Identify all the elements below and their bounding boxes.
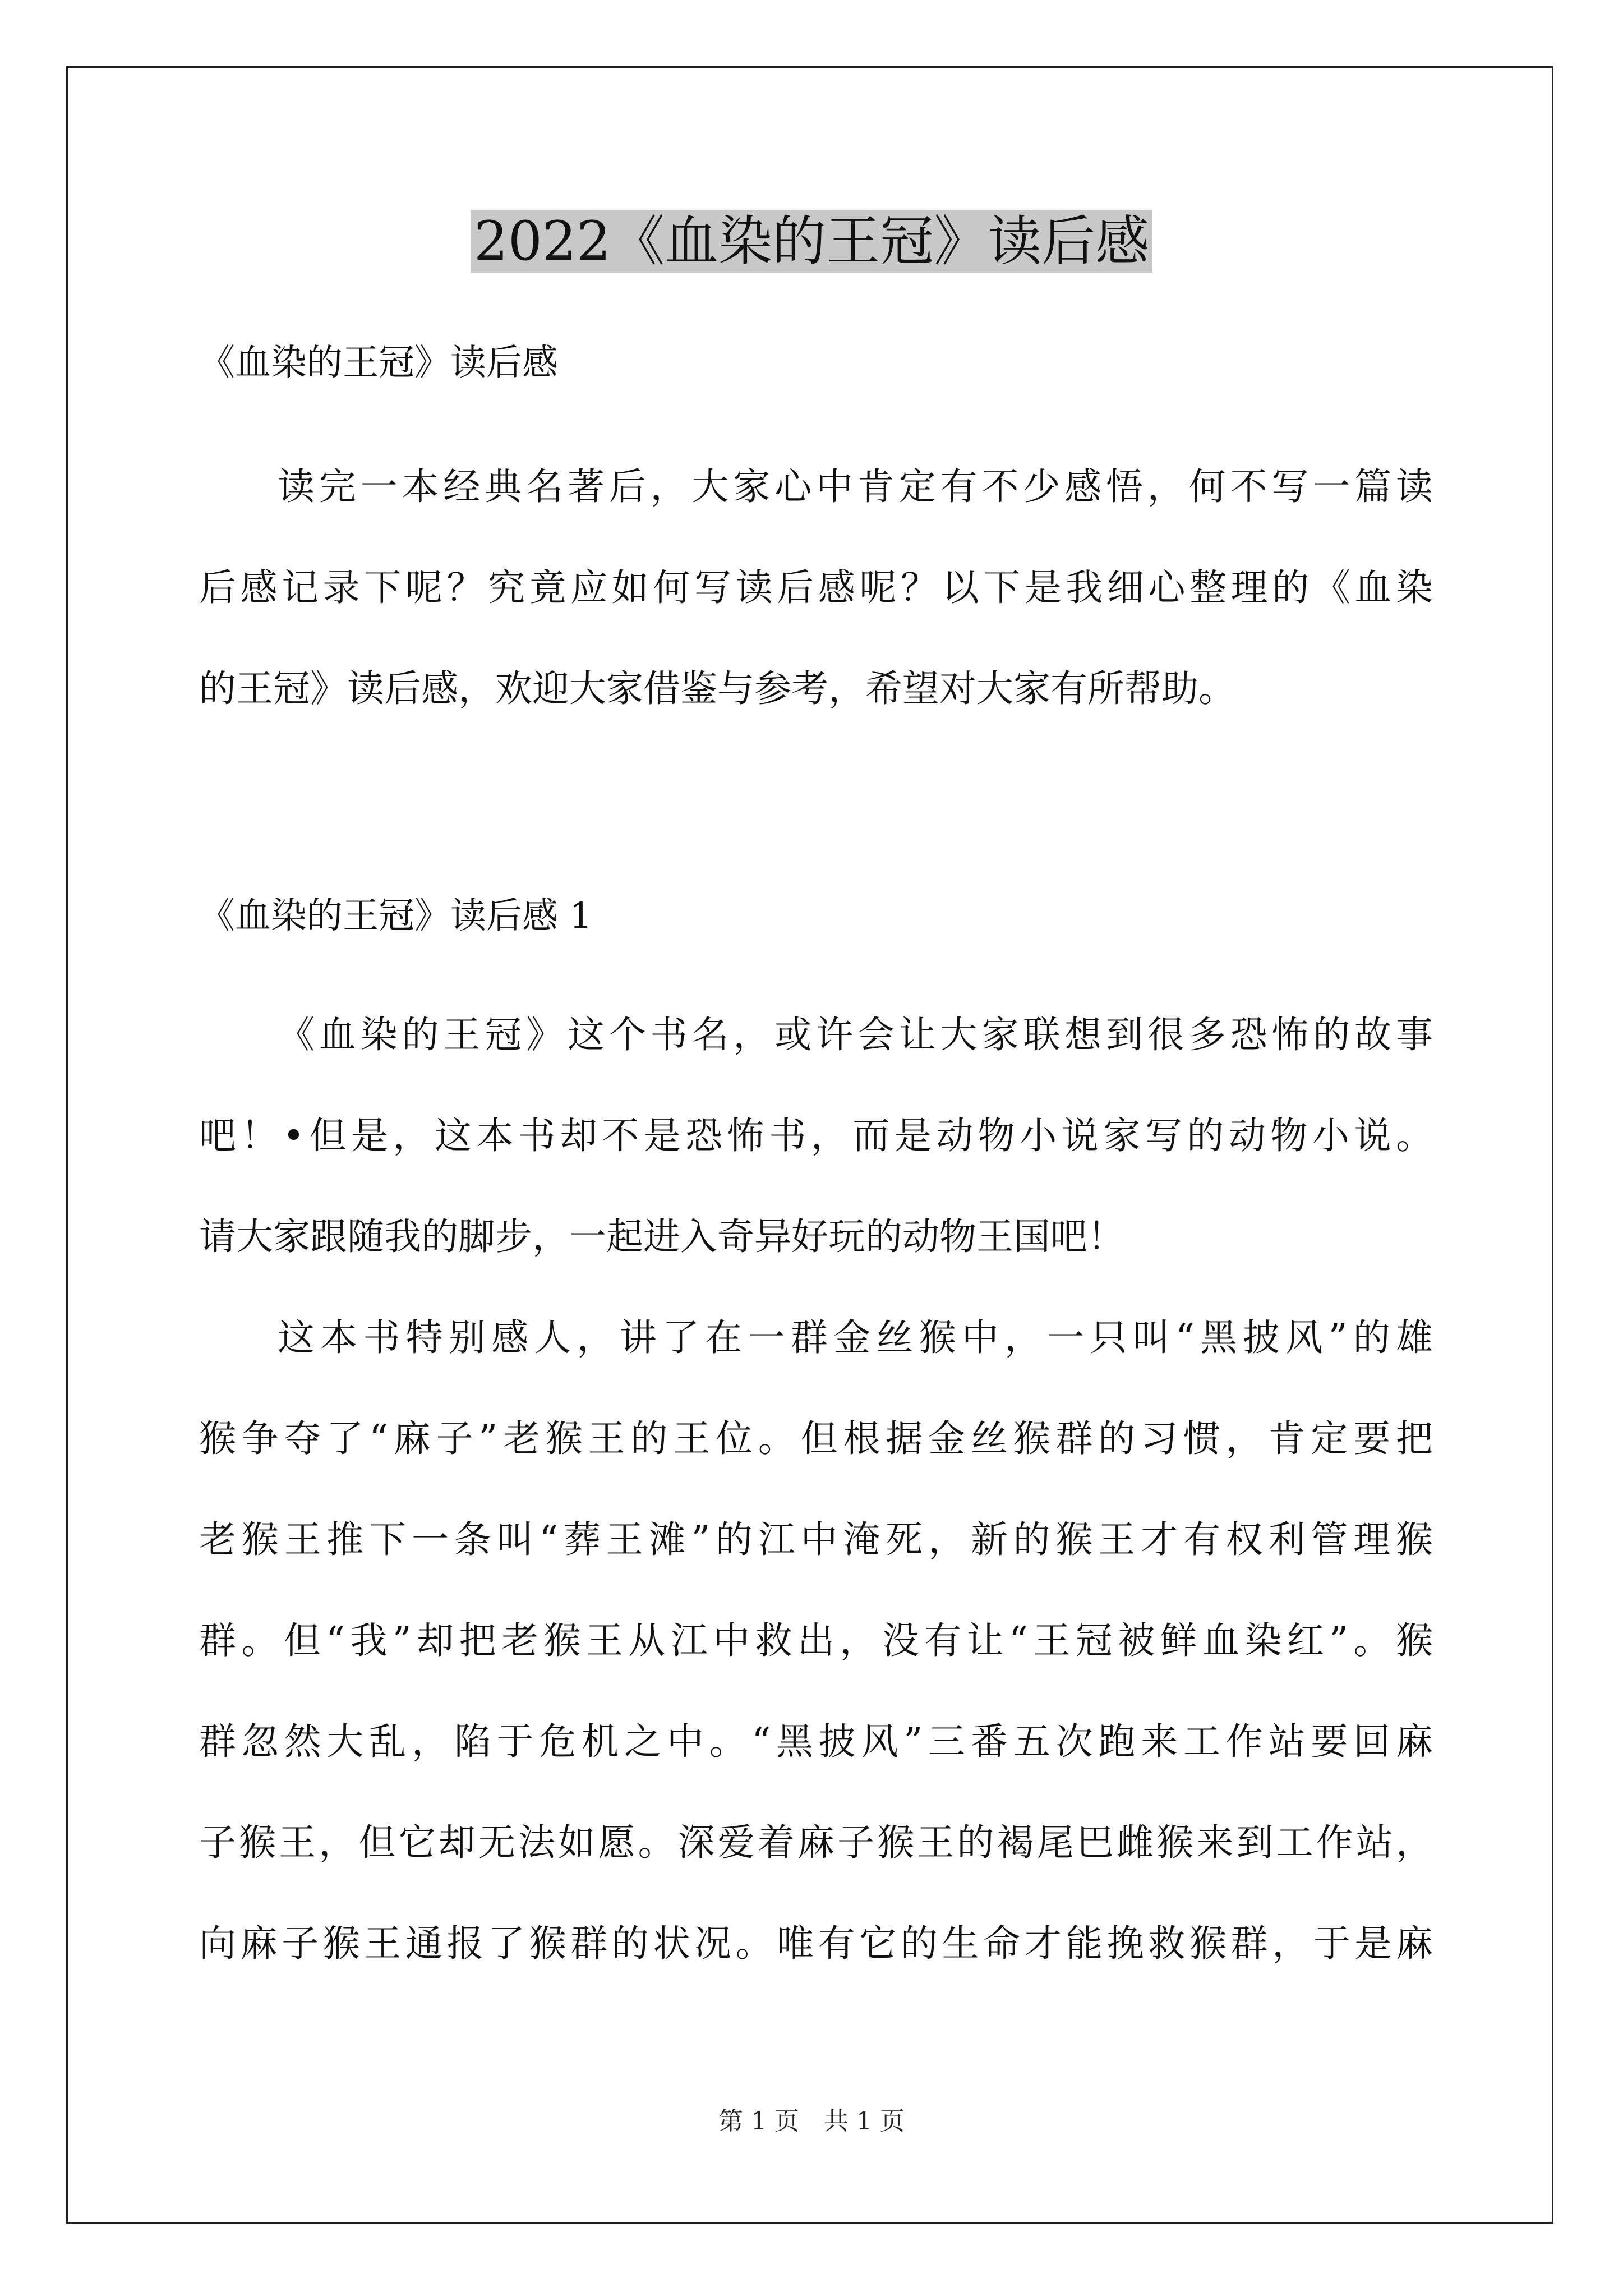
intro-paragraph — [199, 436, 1433, 739]
page-footer: 第 1 页 共 1 页 — [718, 2107, 905, 2136]
document-title — [0, 205, 1623, 278]
document-heading: 《血染的王冠》读后感 — [199, 342, 558, 384]
document-title-text: 2022《血染的王冠》读后感 — [471, 210, 1152, 273]
paragraph-line: 吧！•但是，这本书却不是恐怖书，而是动物小说家写的动物小说。 — [199, 1114, 1433, 1157]
section-heading: 《血染的王冠》读后感 1 — [199, 895, 593, 937]
paragraph-line: 《血染的王冠》这个书名，或许会让大家联想到很多恐怖的故事 — [278, 1013, 1433, 1056]
paragraph-line: 猴争夺了“麻子”老猴王的王位。但根据金丝猴群的习惯，肯定要把 — [199, 1417, 1433, 1460]
body-paragraph-2 — [199, 1287, 1433, 1994]
paragraph-line: 群。但“我”却把老猴王从江中救出，没有让“王冠被鲜血染红”。猴 — [199, 1619, 1433, 1662]
paragraph-line: 请大家跟随我的脚步，一起进入奇异好玩的动物王国吧！ — [199, 1215, 1124, 1258]
intro-line: 读完一本经典名著后，大家心中肯定有不少感悟，何不写一篇读 — [278, 465, 1433, 508]
intro-line: 的王冠》读后感，欢迎大家借鉴与参考，希望对大家有所帮助。 — [199, 667, 1235, 710]
intro-line: 后感记录下呢？究竟应如何写读后感呢？以下是我细心整理的《血染 — [199, 566, 1433, 609]
paragraph-line: 老猴王推下一条叫“葬王滩”的江中淹死，新的猴王才有权利管理猴 — [199, 1518, 1433, 1561]
paragraph-line: 群忽然大乱，陷于危机之中。“黑披风”三番五次跑来工作站要回麻 — [199, 1720, 1433, 1763]
body-paragraph-1 — [199, 984, 1433, 1287]
paragraph-line: 向麻子猴王通报了猴群的状况。唯有它的生命才能挽救猴群，于是麻 — [199, 1922, 1433, 1965]
paragraph-line: 这本书特别感人，讲了在一群金丝猴中，一只叫“黑披风”的雄 — [278, 1316, 1433, 1359]
paragraph-line: 子猴王，但它却无法如愿。深爱着麻子猴王的褐尾巴雌猴来到工作站， — [199, 1821, 1433, 1864]
